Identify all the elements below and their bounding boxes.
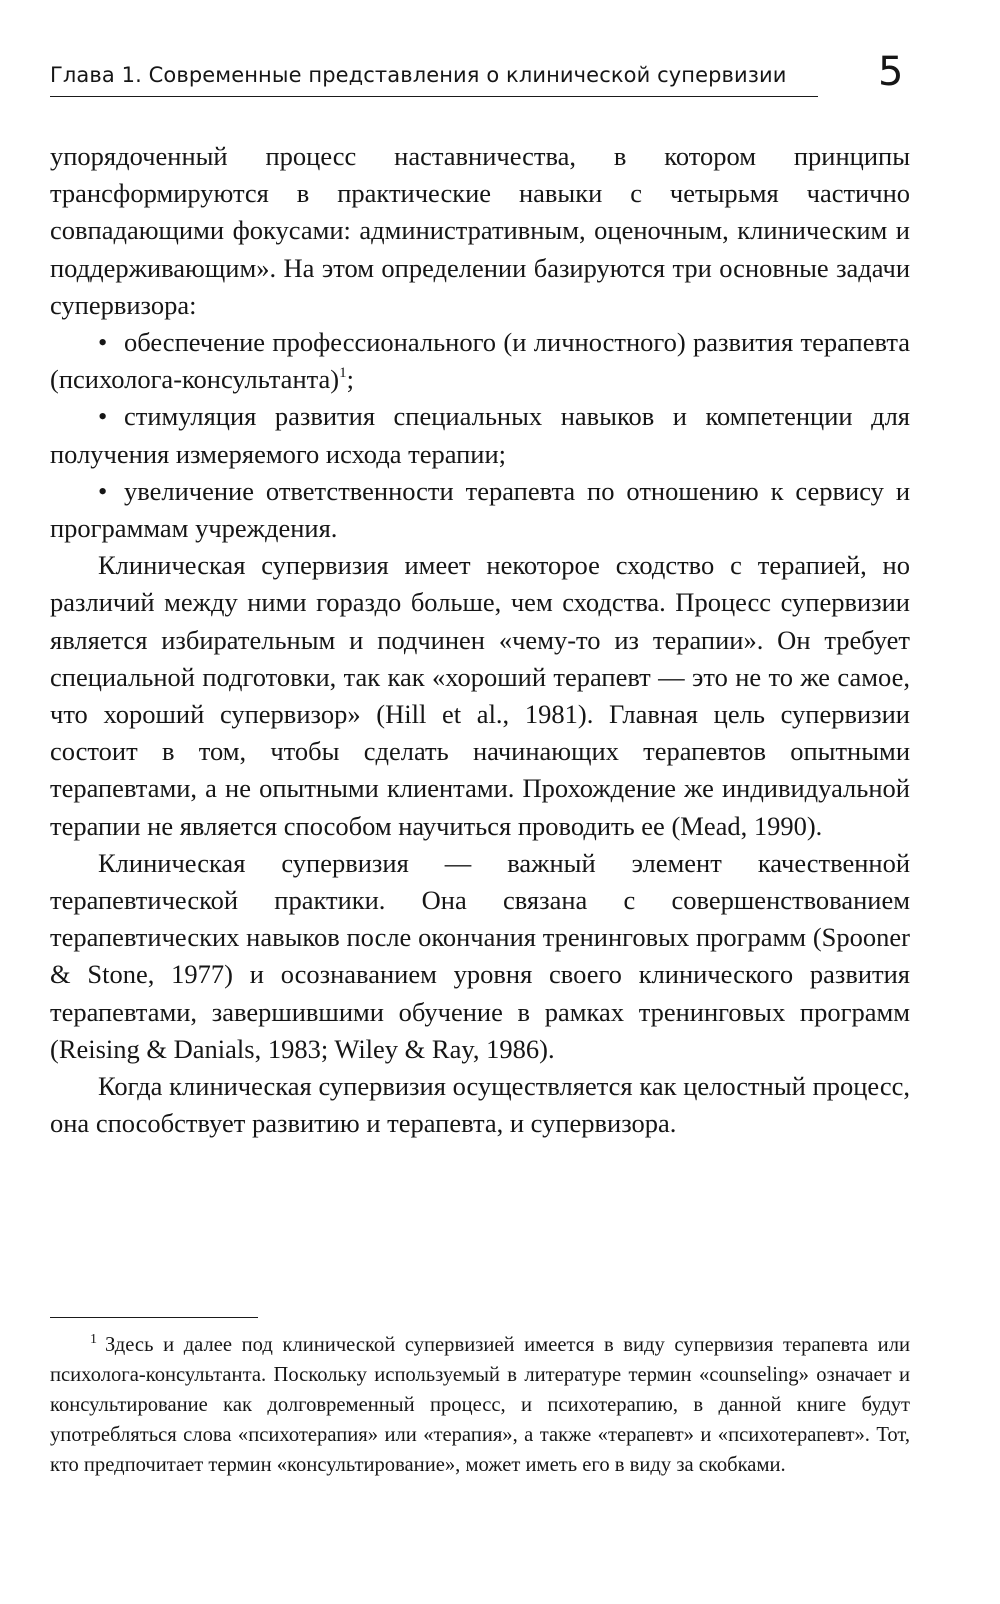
footnote-text: Здесь и далее под клинической супервизией имеется в виду супервизия терапевта или психолога-консультанта. Поскольку используемый в литературе термин «counseling» означает и консультирование как долговременный процесс, и психотерапию, в данной книге будут употребляться слова «психотерапия» или «терапия», а также «терапевт» и «психотерапевт». Тот, кто предпочитает термин «консультирование», может иметь его в виду за скобками. bbox=[50, 1334, 910, 1476]
bullet-mark: • bbox=[98, 327, 108, 358]
paragraph: Когда клиническая супервизия осуществляется как целостный процесс, она способствует развитию и терапевта, и супервизора. bbox=[50, 1071, 910, 1139]
footnote-reference: 1 bbox=[339, 365, 347, 382]
paragraph-continuation: упорядоченный процесс наставничества, в котором принципы трансформируются в практические навыки с четырьмя частично совпадающими фокусами: административным, оценочным, клиническим и поддерживающим». На этом определении базируются три основные задачи супервизора: bbox=[50, 141, 910, 320]
running-head bbox=[50, 52, 818, 97]
paragraph: Клиническая супервизия — важный элемент качественной терапевтической практики. Она связана с совершенствованием терапевтических навыков после окончания тренинговых программ (Spooner & Stone, 1977) и осознаванием уровня своего клинического развития терапевтами, завершившими обучение в рамках тренинговых программ (Reising & Danials, 1983; Wiley & Ray, 1986). bbox=[50, 847, 910, 1064]
list-item bbox=[50, 324, 910, 398]
list-item-text: увеличение ответственности терапевта по отношению к сервису и программам учреждения. bbox=[50, 475, 910, 544]
bullet-mark: • bbox=[98, 475, 108, 506]
running-head-title: Глава 1. Современные представления о клинической супервизии bbox=[50, 63, 787, 87]
footnote bbox=[50, 1330, 910, 1480]
paragraph: Клиническая супервизия имеет некоторое сходство с терапией, но различий между ними гораздо больше, чем сходства. Процесс супервизии является избирательным и подчинен «чему-то из терапии». Он требует специальной подготовки, так как «хороший терапевт — это не то же самое, что хороший супервизор» (Hill et al., 1981). Главная цель супервизии состоит в том, чтобы сделать начинающих терапевтов опытными терапевтами, а не опытными клиентами. Прохождение же индивидуальной терапии не является способом научиться проводить ее (Mead, 1990). bbox=[50, 550, 910, 841]
page-number: 5 bbox=[878, 49, 904, 95]
list-item bbox=[50, 398, 910, 472]
bullet-mark: • bbox=[98, 401, 108, 432]
list-item-text: стимуляция развития специальных навыков и компетенции для получения измеряемого исхода терапии; bbox=[50, 401, 910, 469]
list-item bbox=[50, 473, 910, 547]
list-item-punctuation: ; bbox=[346, 364, 354, 395]
task-list bbox=[50, 324, 910, 547]
footnote-marker: 1 bbox=[90, 1332, 97, 1347]
footnote-divider bbox=[50, 1317, 258, 1318]
body-text bbox=[50, 138, 910, 1142]
list-item-text: обеспечение профессионального (и личностного) развития терапевта (психолога-консультанта) bbox=[50, 327, 910, 395]
